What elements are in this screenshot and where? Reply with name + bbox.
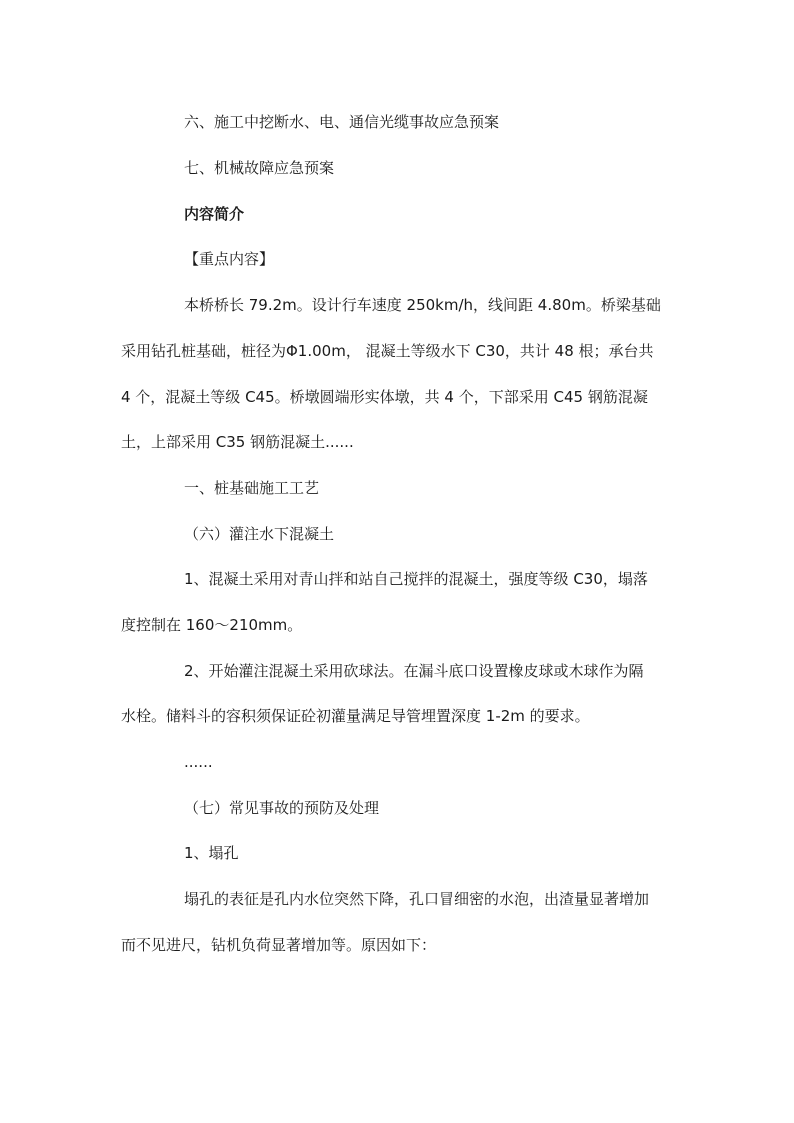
toc-item-7: 七、机械故障应急预案 <box>184 159 335 177</box>
key-content-label: 【重点内容】 <box>184 250 275 268</box>
summary-heading: 内容简介 <box>184 205 245 223</box>
item-1-line-1: 1、混凝土采用对青山拌和站自己搅拌的混凝土，强度等级 C30，塌落 <box>184 570 648 588</box>
collapse-paragraph-line-2: 而不见进尺，钻机负荷显著增加等。原因如下： <box>121 936 437 954</box>
intro-paragraph-line-2: 采用钻孔桩基础，桩径为Φ1.00m， 混凝土等级水下 C30，共计 48 根；承台共 <box>121 342 654 360</box>
ellipsis: ...... <box>184 753 213 771</box>
section-1-title: 一、桩基础施工工艺 <box>184 479 320 497</box>
item-1-line-2: 度控制在 160～210mm。 <box>121 616 303 634</box>
collapse-title: 1、塌孔 <box>184 844 239 862</box>
subsection-6-title: （六）灌注水下混凝土 <box>184 525 335 543</box>
item-2-line-1: 2、开始灌注混凝土采用砍球法。在漏斗底口设置橡皮球或木球作为隔 <box>184 662 644 680</box>
intro-paragraph-line-4: 土，上部采用 C35 钢筋混凝土...... <box>121 433 354 451</box>
subsection-7-title: （七）常见事故的预防及处理 <box>184 799 380 817</box>
intro-paragraph-line-1: 本桥桥长 79.2m。设计行车速度 250km/h，线间距 4.80m。桥梁基础 <box>184 296 661 314</box>
toc-item-6: 六、施工中挖断水、电、通信光缆事故应急预案 <box>184 113 500 131</box>
intro-paragraph-line-3: 4 个，混凝土等级 C45。桥墩圆端形实体墩，共 4 个，下部采用 C45 钢筋混凝 <box>121 388 648 406</box>
collapse-paragraph-line-1: 塌孔的表征是孔内水位突然下降，孔口冒细密的水泡，出渣量显著增加 <box>184 890 650 908</box>
item-2-line-2: 水栓。储料斗的容积须保证砼初灌量满足导管埋置深度 1-2m 的要求。 <box>121 707 590 725</box>
